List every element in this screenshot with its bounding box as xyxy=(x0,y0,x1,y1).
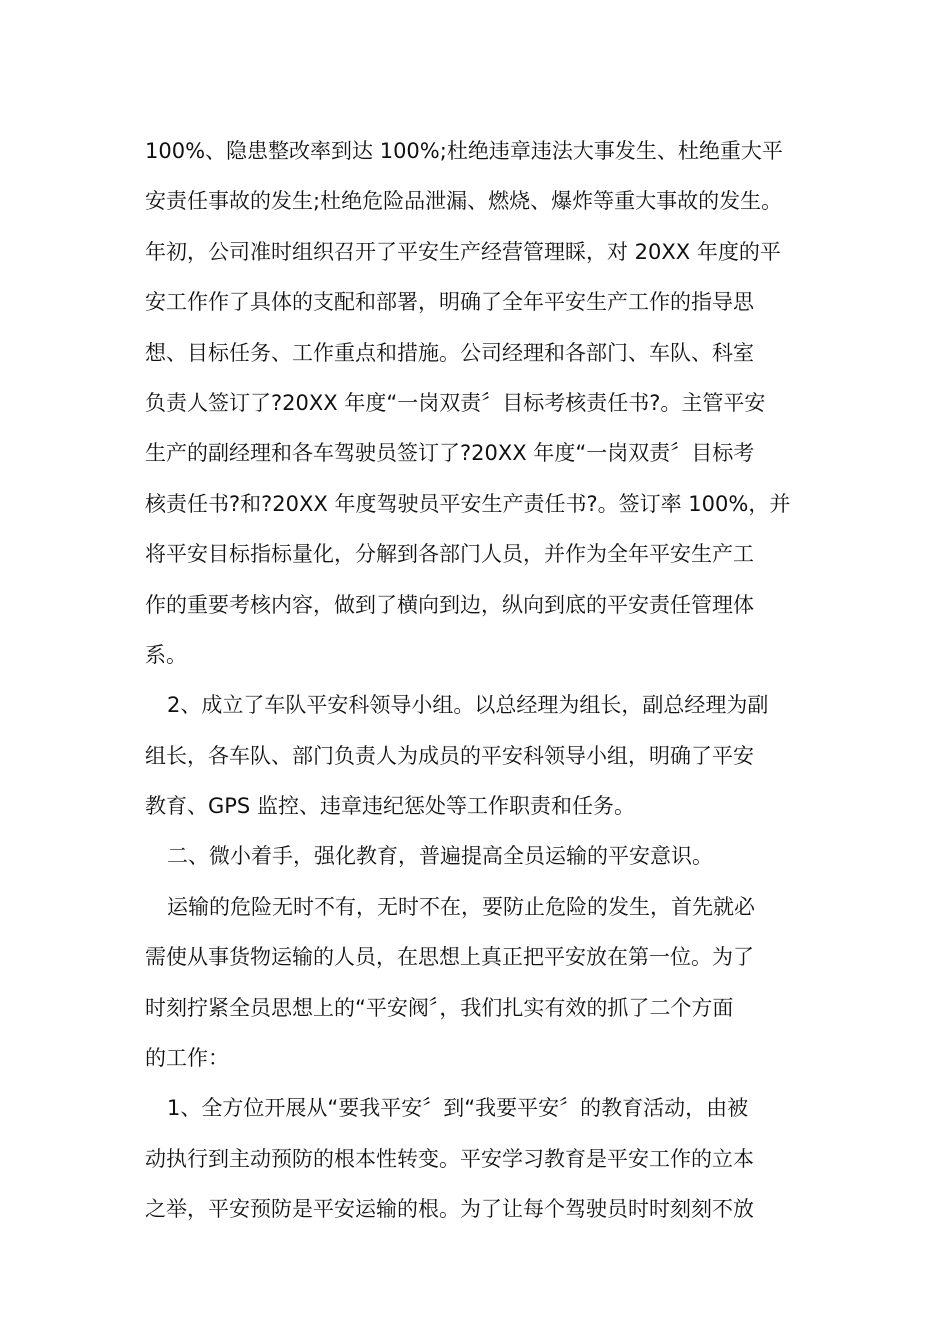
text-line: 安责任事故的发生;杜绝危险品泄漏、燃烧、爆炸等重大事故的发生。 xyxy=(145,189,783,214)
text-line: 需使从事货物运输的人员，在思想上真正把平安放在第一位。为了 xyxy=(145,945,754,970)
text-line: 将平安目标指标量化，分解到各部门人员，并作为全年平安生产工 xyxy=(145,542,754,567)
document-body xyxy=(145,126,825,1235)
text-line: 之举，平安预防是平安运输的根。为了让每个驾驶员时时刻刻不放 xyxy=(145,1197,754,1222)
text-line: 年初，公司准时组织召开了平安生产经营管理睬，对 20XX 年度的平 xyxy=(145,239,781,264)
text-line: 动执行到主动预防的根本性转变。平安学习教育是平安工作的立本 xyxy=(145,1146,754,1171)
paragraph-heading: 2、成立了车队平安科领导小组。以总经理为组长，副总经理为副 xyxy=(167,693,769,718)
text-line: 的工作： xyxy=(145,1046,229,1071)
text-line: 组长，各车队、部门负责人为成员的平安科领导小组，明确了平安 xyxy=(145,743,754,768)
text-line: 想、目标任务、工作重点和措施。公司经理和各部门、车队、科室 xyxy=(145,340,754,365)
text-line: 生产的副经理和各车驾驶员签订了?20XX 年度“一岗双责〞目标考 xyxy=(145,441,755,466)
section-heading: 二、微小着手，强化教育，普遍提高全员运输的平安意识。 xyxy=(167,844,713,869)
text-line: 100%、隐患整改率到达 100%;杜绝违章违法大事发生、杜绝重大平 xyxy=(145,139,783,163)
paragraph-heading: 1、全方位开展从“要我平安〞到“我要平安〞的教育活动，由被 xyxy=(167,1096,749,1121)
text-line: 安工作作了具体的支配和部署，明确了全年平安生产工作的指导思 xyxy=(145,290,754,315)
text-line: 时刻拧紧全员思想上的“平安阀〞，我们扎实有效的抓了二个方面 xyxy=(145,995,734,1020)
paragraph-start: 运输的危险无时不有，无时不在，要防止危险的发生，首先就必 xyxy=(167,894,755,919)
text-line: 核责任书?和?20XX 年度驾驶员平安生产责任书?。签订率 100%，并 xyxy=(145,491,791,516)
text-line: 教育、GPS 监控、违章违纪惩处等工作职责和任务。 xyxy=(145,794,635,819)
text-line: 作的重要考核内容，做到了横向到边，纵向到底的平安责任管理体 xyxy=(145,592,754,617)
text-line: 系。 xyxy=(145,642,187,667)
text-line: 负责人签订了?20XX 年度“一岗双责〞目标考核责任书?。主管平安 xyxy=(145,390,766,415)
